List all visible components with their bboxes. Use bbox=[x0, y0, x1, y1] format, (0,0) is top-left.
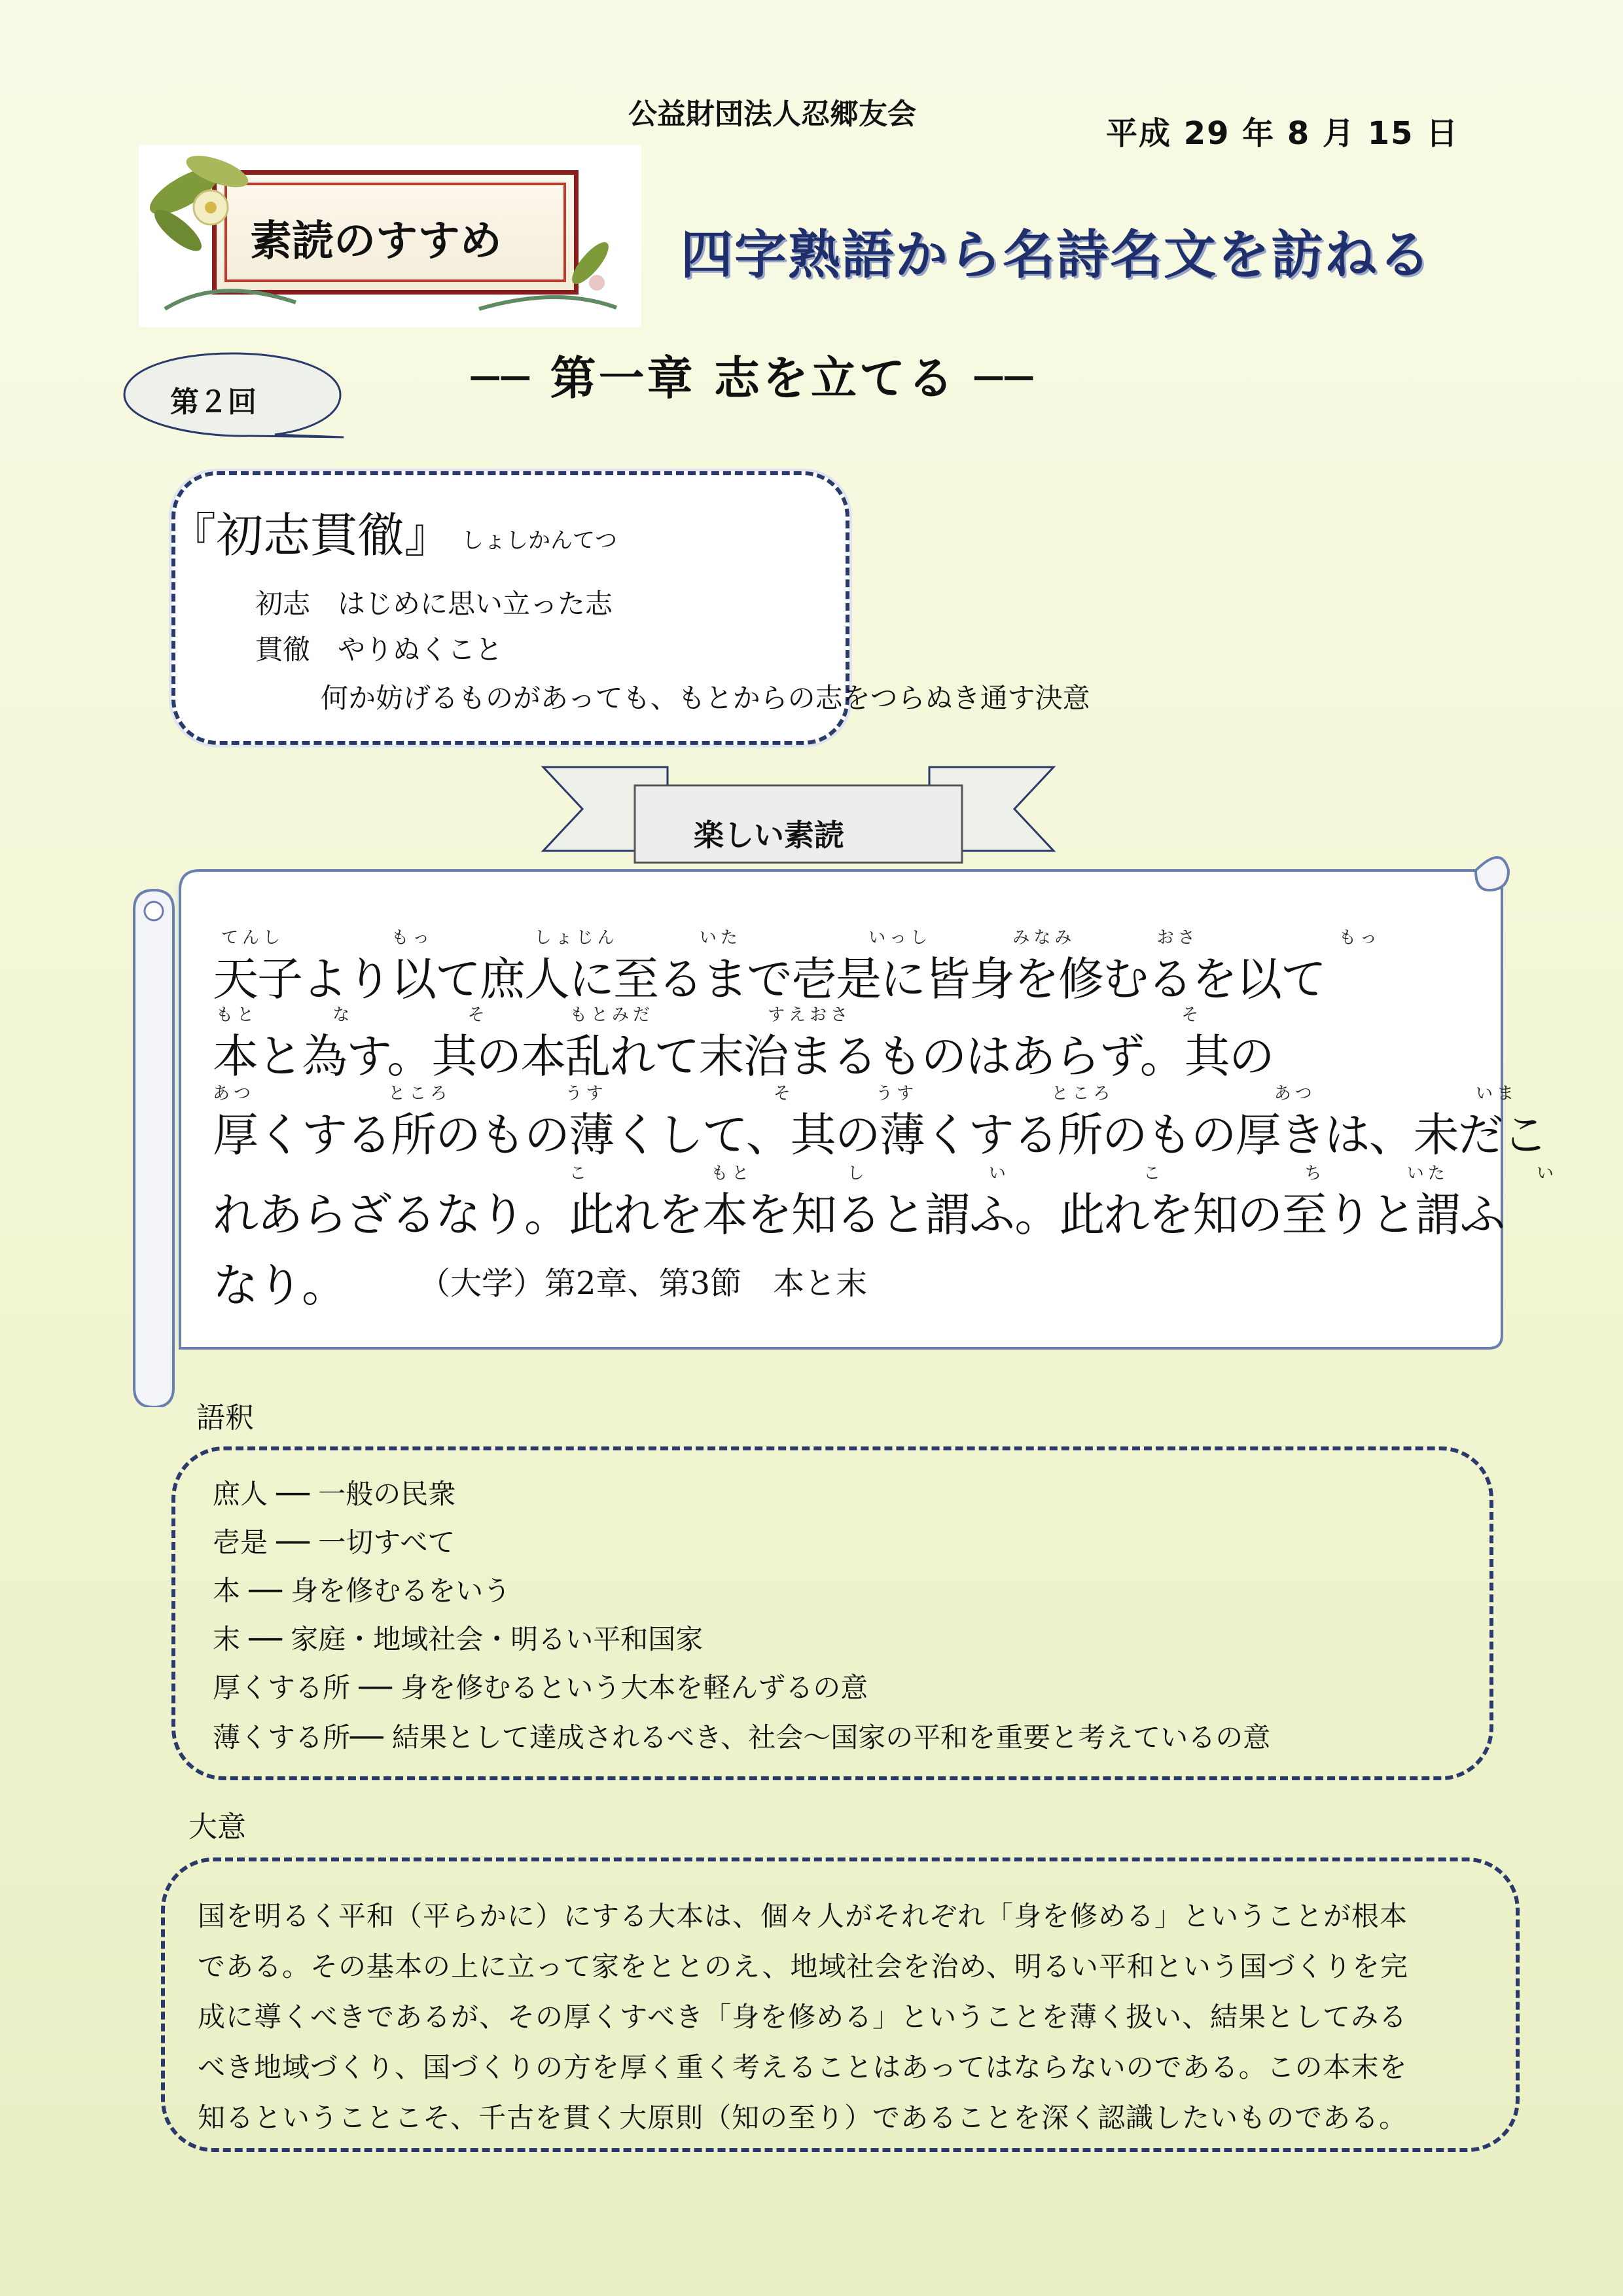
furigana: おさ bbox=[1156, 928, 1199, 948]
furigana: こ bbox=[569, 1164, 591, 1183]
term-definition-1: 初志 はじめに思い立った志 bbox=[255, 588, 613, 620]
main-title: 四字熟語から名詩名文を訪ねる bbox=[681, 224, 1432, 285]
furigana: もと bbox=[711, 1164, 753, 1183]
issue-date: 平成 29 年 8 月 15 日 bbox=[1106, 115, 1459, 152]
term-title: 『初志貫徹』 bbox=[169, 508, 452, 563]
summary-row: 知るということこそ、千古を貫く大原則（知の至り）であることを深く認識したいものである。 bbox=[198, 2102, 1408, 2134]
text-line-4: れあらざるなり。此れを本を知ると謂ふ。此れを知の至りと謂ふ bbox=[213, 1188, 1505, 1242]
logo-text: 素読のすすめ bbox=[250, 217, 502, 266]
furigana: もっ bbox=[391, 928, 434, 948]
furigana: もっ bbox=[1338, 928, 1381, 948]
furigana: いま bbox=[1475, 1084, 1518, 1103]
episode-number: 第２回 bbox=[170, 386, 257, 419]
furigana: い bbox=[988, 1164, 1010, 1183]
furigana: いた bbox=[1406, 1164, 1449, 1183]
text-line-2: 本と為す。其の本乱れて末治まるものはあらず。其の bbox=[213, 1030, 1274, 1083]
furigana: もとみだ bbox=[569, 1005, 654, 1025]
summary-row: 成に導くべきであるが、その厚くすべき「身を修める」ということを薄く扱い、結果としてみる bbox=[198, 2001, 1408, 2033]
furigana: ところ bbox=[388, 1084, 452, 1103]
furigana: すえおさ bbox=[768, 1005, 852, 1025]
chapter-title: ── 第一章 志を立てる ── bbox=[471, 351, 1035, 405]
furigana: てんし bbox=[221, 928, 285, 948]
summary-label: 大意 bbox=[188, 1810, 246, 1844]
glossary-row: 本 ── 身を修むるをいう bbox=[213, 1575, 511, 1607]
summary-row: である。その基本の上に立って家をととのえ、地域社会を治め、明るい平和という国づくりを完 bbox=[198, 1950, 1408, 1982]
furigana: し bbox=[847, 1164, 868, 1183]
glossary-row: 壱是 ── 一切すべて bbox=[213, 1526, 455, 1558]
furigana: な bbox=[332, 1005, 354, 1025]
furigana: いた bbox=[699, 928, 741, 948]
furigana: しょじん bbox=[534, 928, 618, 948]
summary-row: 国を明るく平和（平らかに）にする大本は、個々人がそれぞれ「身を修める」ということが根本 bbox=[198, 1900, 1408, 1932]
furigana: みなみ bbox=[1012, 928, 1076, 948]
text-line-1: 天子より以て庶人に至るまで壱是に皆身を修むるを以て bbox=[213, 952, 1325, 1006]
furigana: ち bbox=[1304, 1164, 1326, 1183]
glossary-row: 末 ── 家庭・地域社会・明るい平和国家 bbox=[213, 1623, 704, 1655]
organization-name: 公益財団法人忍郷友会 bbox=[628, 98, 916, 131]
furigana: うす bbox=[565, 1084, 607, 1103]
furigana: そ bbox=[1181, 1005, 1203, 1025]
furigana: もと bbox=[216, 1005, 259, 1025]
glossary-row: 厚くする所 ── 身を修むるという大本を軽んずるの意 bbox=[213, 1672, 868, 1704]
glossary-label: 語釈 bbox=[196, 1401, 254, 1435]
term-reading: しょしかんてつ bbox=[461, 528, 617, 554]
furigana: いっし bbox=[868, 928, 932, 948]
summary-row: べき地域づくり、国づくりの方を厚く重く考えることはあってはならないのである。この本末を bbox=[198, 2051, 1408, 2083]
text-line-3: 厚くする所のもの薄くして、其の薄くする所のもの厚きは、未だこ bbox=[213, 1108, 1547, 1162]
glossary-row: 庶人 ── 一般の民衆 bbox=[213, 1478, 456, 1510]
furigana: そ bbox=[467, 1005, 489, 1025]
furigana: こ bbox=[1143, 1164, 1165, 1183]
furigana: ところ bbox=[1051, 1084, 1115, 1103]
furigana: あつ bbox=[213, 1084, 255, 1103]
logo-banner bbox=[139, 145, 641, 327]
furigana: い bbox=[1536, 1164, 1558, 1183]
ribbon-label: 楽しい素読 bbox=[694, 817, 844, 853]
glossary-row: 薄くする所── 結果として達成されるべき、社会～国家の平和を重要と考えているの意 bbox=[213, 1721, 1271, 1753]
furigana: うす bbox=[876, 1084, 918, 1103]
text-line-5: なり。 bbox=[213, 1259, 346, 1312]
furigana: あつ bbox=[1274, 1084, 1316, 1103]
furigana: そ bbox=[773, 1084, 794, 1103]
source-citation: （大学）第2章、第3節 本と末 bbox=[419, 1265, 868, 1302]
term-meaning: 何か妨げるものがあっても、もとからの志をつらぬき通す決意 bbox=[321, 682, 1090, 714]
term-definition-2: 貫徹 やりぬくこと bbox=[255, 634, 503, 666]
